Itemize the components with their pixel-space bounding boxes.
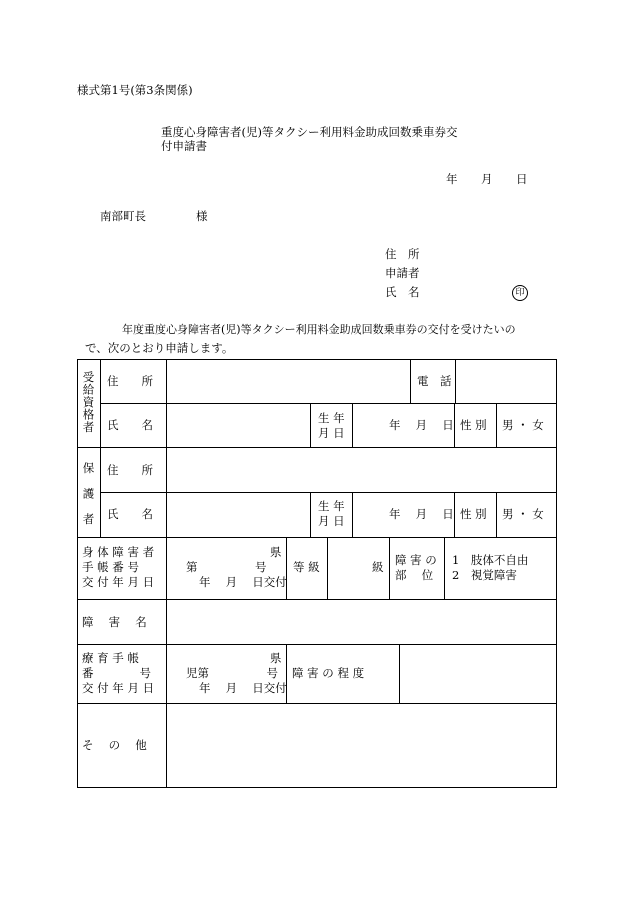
date-year-label: 年 (446, 172, 458, 186)
pd-book-number: 第 号 (186, 560, 267, 574)
date-month-label: 月 (481, 172, 493, 186)
pd-book-label-3: 交 付 年 月 日 (82, 575, 155, 589)
statement-line-1: 年度重度心身障害者(児)等タクシー利用料金助成回数乗車券の交付を受けたいの (122, 323, 516, 336)
recipient-birth-label-2: 月 日 (318, 426, 345, 440)
disability-name-label: 障 害 名 (82, 615, 147, 629)
recipient-birth-label-1: 生 年 (318, 411, 345, 425)
guardian-sex-label: 性 別 (460, 507, 487, 521)
form-number: 様式第1号(第3条関係) (77, 83, 193, 97)
recipient-address-label: 住 所 (107, 374, 153, 388)
addressee-name: 南部町長 (100, 209, 146, 223)
grade-label: 等 級 (293, 560, 320, 574)
disability-degree-label: 障 害 の 程 度 (292, 666, 365, 680)
disability-part-label-1: 障 害 の (395, 553, 437, 567)
guardian-birth-ymd: 年 月 日 (389, 507, 454, 521)
guardian-address-label: 住 所 (107, 463, 153, 477)
recipient-sex-label: 性 別 (460, 418, 487, 432)
rehab-book-label-2: 番 号 (82, 666, 151, 680)
rehab-book-label-3: 交 付 年 月 日 (82, 681, 155, 695)
seal-icon: 印 (512, 285, 528, 301)
disability-part-option-2: 2 視覚障害 (452, 568, 517, 582)
pd-book-label-2: 手 帳 番 号 (82, 560, 139, 574)
pd-book-pref: 県 (270, 545, 282, 559)
guardian-birth-label-1: 生 年 (318, 499, 345, 513)
rehab-book-number: 児第 号 (186, 666, 278, 680)
grade-unit: 級 (372, 560, 384, 574)
applicant-address-label: 住 所 (385, 247, 420, 261)
recipient-sex-options: 男 ・ 女 (502, 418, 544, 432)
pd-book-issue-date: 年 月 日交付 (199, 575, 287, 589)
phone-label: 電 話 (417, 374, 452, 388)
guardian-name-label: 氏 名 (107, 507, 153, 521)
guardian-sex-options: 男 ・ 女 (502, 507, 544, 521)
addressee-honorific: 様 (196, 209, 208, 223)
title-line-2: 付申請書 (161, 139, 207, 153)
recipient-category-label: 受給資格者 (81, 371, 96, 434)
rehab-book-issue-date: 年 月 日交付 (199, 681, 287, 695)
recipient-birth-ymd: 年 月 日 (389, 418, 454, 432)
recipient-name-label: 氏 名 (107, 418, 153, 432)
rehab-book-label-1: 療 育 手 帳 (82, 651, 139, 665)
title-line-1: 重度心身障害者(児)等タクシー利用料金助成回数乗車券交 (161, 125, 458, 139)
applicant-name-label: 氏 名 (385, 285, 420, 299)
guardian-category-label: 保護者 (81, 462, 96, 539)
statement-line-2: で、次のとおり申請します。 (85, 341, 234, 355)
disability-part-option-1: 1 肢体不自由 (452, 553, 529, 567)
rehab-book-pref: 県 (270, 651, 282, 665)
date-day-label: 日 (516, 172, 528, 186)
pd-book-label-1: 身 体 障 害 者 (82, 545, 155, 559)
guardian-birth-label-2: 月 日 (318, 514, 345, 528)
disability-part-label-2: 部 位 (395, 568, 434, 582)
other-label: そ の 他 (82, 738, 147, 752)
applicant-label: 申請者 (385, 266, 420, 280)
